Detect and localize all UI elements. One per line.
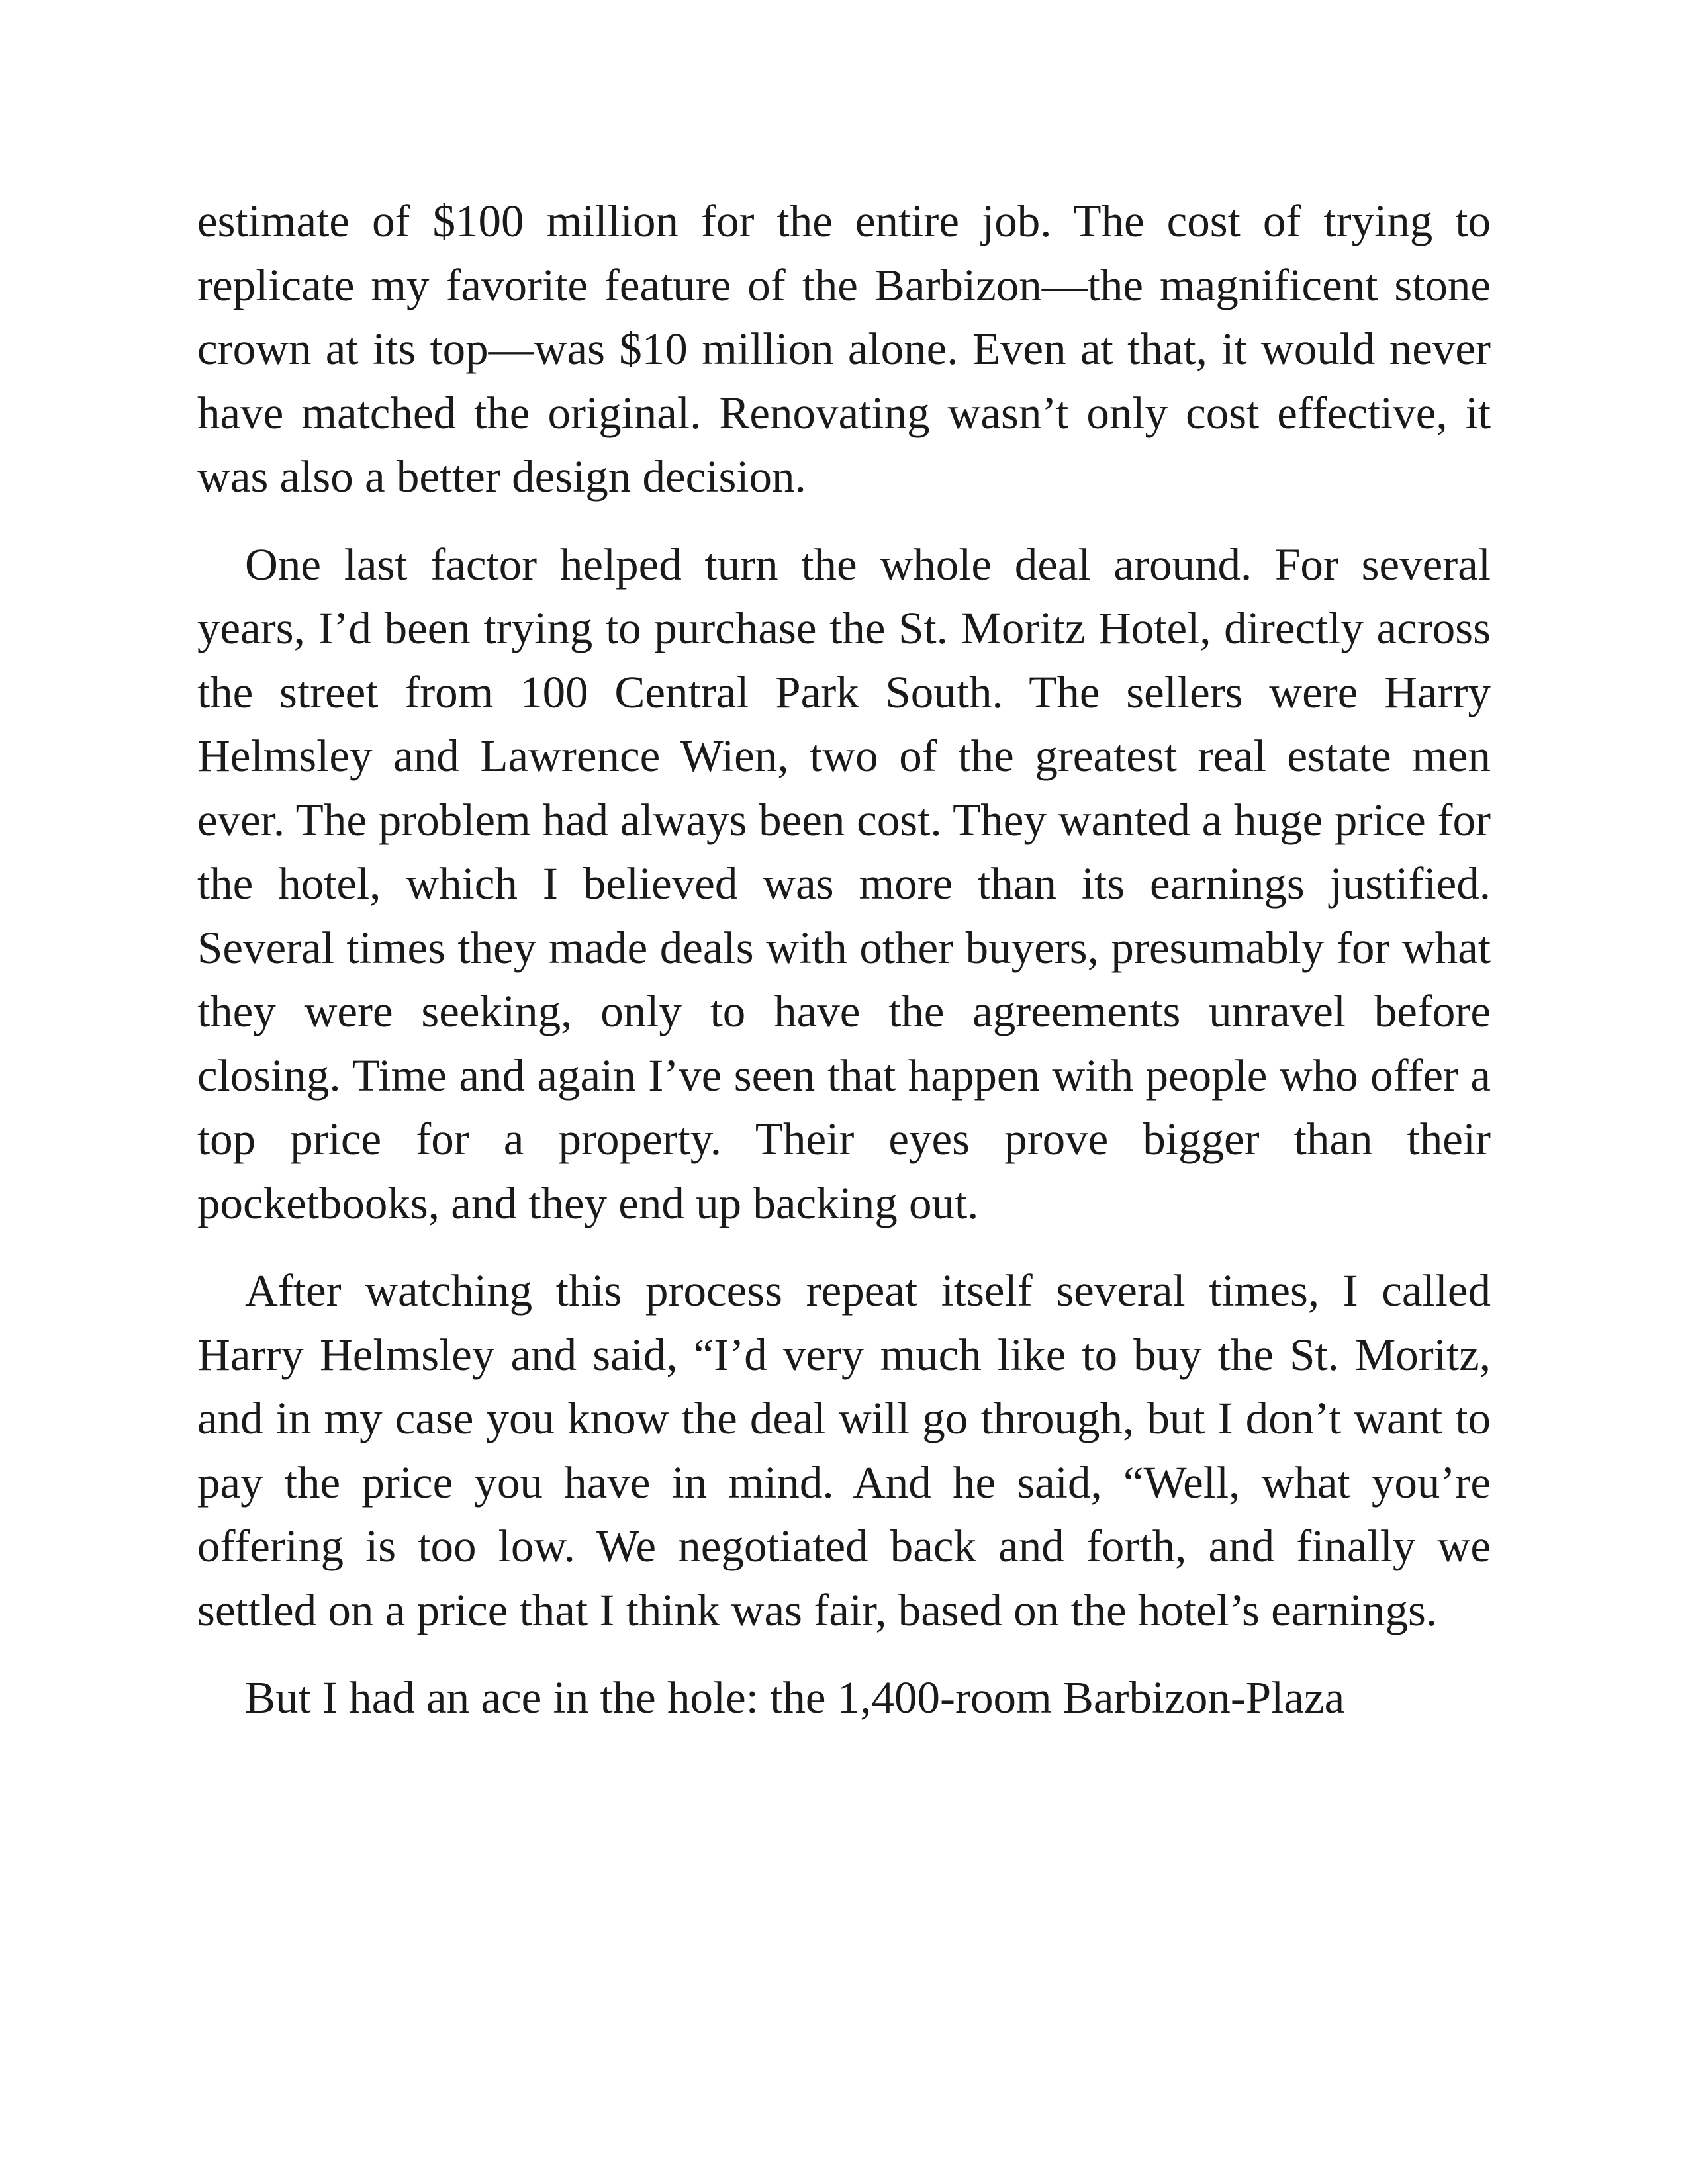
body-paragraph-3: After watching this process repeat itself several times, I called Harry Helmsley and said, “I’d very much like to buy the St. Moritz, and in my case you know the deal will go through, but I don’t want to pay the price you have in mind. And he said, “Well, what you’re offering is too low. We negotiated back and forth, and finally we settled on a price that I think was fair, based on the hotel’s earnings. [197, 1265, 1491, 1635]
document-page [197, 189, 1491, 1754]
body-paragraph-4: But I had an ace in the hole: the 1,400-room Barbizon-Plaza [245, 1672, 1345, 1723]
body-paragraph-1: estimate of $100 million for the entire job. The cost of trying to replicate my favorite feature of the Barbizon—the magnificent stone crown at its top—was $10 million alone. Even at that, it would never have matched the original. Renovating wasn’t only cost effective, it was also a better design decision. [197, 196, 1491, 502]
body-paragraph-2: One last factor helped turn the whole deal around. For several years, I’d been trying to purchase the St. Moritz Hotel, directly across the street from 100 Central Park South. The sellers were Harry Helmsley and Lawrence Wien, two of the greatest real estate men ever. The problem had always been cost. They wanted a huge price for the hotel, which I believed was more than its earnings justified. Several times they made deals with other buyers, presumably for what they were seeking, only to have the agreements unravel before closing. Time and again I’ve seen that happen with people who offer a top price for a property. Their eyes prove bigger than their pocketbooks, and they end up backing out. [197, 539, 1491, 1228]
